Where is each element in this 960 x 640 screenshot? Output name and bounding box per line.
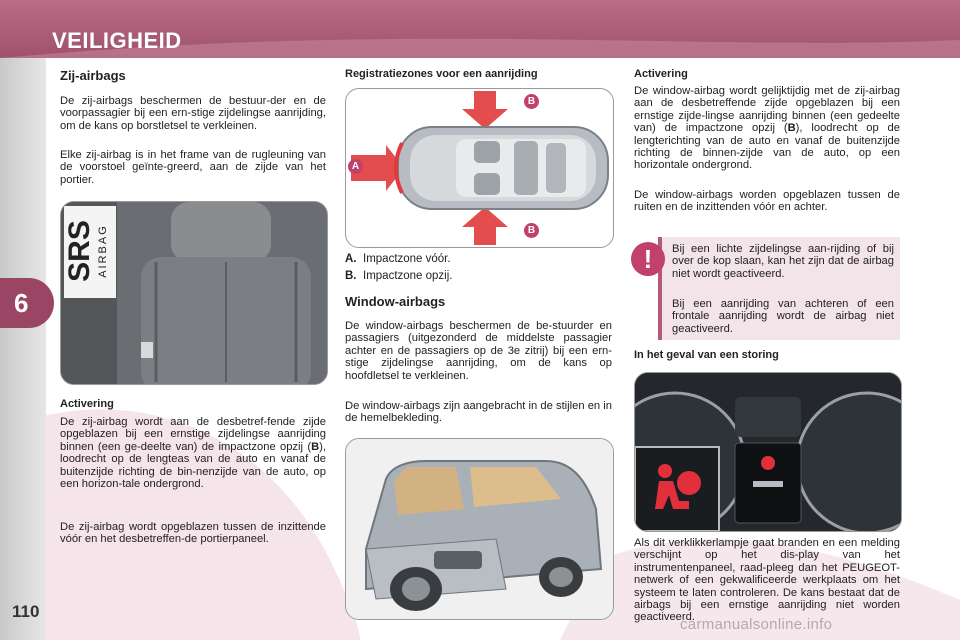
- paragraph-activering-left-1: De zij-airbag wordt aan de desbetref-fende zijde opgeblazen bij een ernstige zijdelingse aanrijding binnen (een ge-deelte van) de impactzone opzij (B), loodrecht op de lengteas van de auto en vanaf de buitenzijde richting de bin-nenzijde van de auto, op een horizon-tale ondergrond.: [60, 416, 326, 491]
- dashboard-image: [634, 372, 902, 532]
- chapter-number: 6: [14, 288, 29, 318]
- paragraph-activering-left-2: De zij-airbag wordt opgeblazen tussen de inzittende vóór en het desbetreffen-de portierpaneel.: [60, 521, 326, 546]
- srs-label: SRS: [63, 220, 96, 282]
- airbag-warning-icon: [645, 457, 709, 521]
- legend-item-a: A. Impactzone vóór.: [345, 253, 451, 265]
- suv-image: [345, 438, 614, 620]
- page-number: 110: [12, 602, 40, 621]
- warning-text-2: Bij een aanrijding van achteren of een frontale aanrijding wordt de airbag niet geactiveerd.: [672, 298, 894, 335]
- airbag-label: AIRBAG: [97, 224, 110, 278]
- heading-zij-airbags: Zij-airbags: [60, 68, 126, 83]
- zone-badge-a: A: [348, 159, 363, 174]
- paragraph-activering-right-2: De window-airbags worden opgeblazen tussen de ruiten en de inzittenden vóór en achter.: [634, 189, 900, 214]
- airbag-lamp-small: [761, 456, 775, 470]
- paragraph-window-1: De window-airbags beschermen de be-stuurder en passagiers (uitgezonderd de middelste passagier achter en de passagiers op de 3e zitrij) bij een ern-stige zijdelingse aanrijding, om de kans op hoofdletsel te verkleinen.: [345, 320, 612, 382]
- exclamation-circle-icon: !: [631, 242, 665, 276]
- paragraph-activering-right-1: De window-airbag wordt gelijktijdig met de zij-airbag aan de desbetreffende zijde opgeblazen bij een ernstige zijde-lingse aanrijding binnen (een gedeelte van) de impactzone opzij (B), loodrecht op de lengterichting van de auto en vanaf de buitenzijde richting de binnen-zijde van de auto, op een horizontale ondergrond.: [634, 85, 900, 172]
- paragraph-intro-2: Elke zij-airbag is in het frame van de rugleuning van de voorstoel geïnte-greerd, aan de zijde van het portier.: [60, 149, 326, 186]
- zone-badge-b-bottom: B: [524, 223, 539, 238]
- warning-text-1: Bij een lichte zijdelingse aan-rijding of bij over de kop slaan, kan het zijn dat de airbag niet wordt geactiveerd.: [672, 243, 894, 280]
- heading-storing: In het geval van een storing: [634, 349, 779, 361]
- suv-illustration: [346, 439, 613, 619]
- heading-registratiezones: Registratiezones voor een aanrijding: [345, 68, 538, 80]
- heading-activering-left: Activering: [60, 398, 114, 410]
- page-title: VEILIGHEID: [52, 28, 182, 53]
- seat-image: [60, 201, 328, 385]
- legend-item-b: B. Impactzone opzij.: [345, 270, 453, 282]
- side-strip: [0, 58, 46, 640]
- heading-window-airbags: Window-airbags: [345, 294, 446, 309]
- impact-zones-diagram: [345, 88, 614, 248]
- heading-activering-right: Activering: [634, 68, 688, 80]
- zone-badge-b-top: B: [524, 94, 539, 109]
- car-topview-illustration: [346, 89, 613, 247]
- paragraph-window-2: De window-airbags zijn aangebracht in de stijlen en in de hemelbekleding.: [345, 400, 612, 425]
- paragraph-storing: Als dit verklikkerlampje gaat branden en een melding verschijnt op het dis-play van het instrumentenpaneel, raad-pleeg dan het PEUGEOT-netwerk of een gekwalificeerde werkplaats om het systeem te laten controleren. De kans bestaat dat de airbags bij een ernstige aanrijding niet worden geactiveerd.: [634, 537, 900, 624]
- watermark: carmanualsonline.info: [680, 616, 833, 633]
- paragraph-intro-1: De zij-airbags beschermen de bestuur-der en de voorpassagier bij een ern-stige zijdelingse aanrijding, om de kans op borstletsel te verkleinen.: [60, 95, 326, 132]
